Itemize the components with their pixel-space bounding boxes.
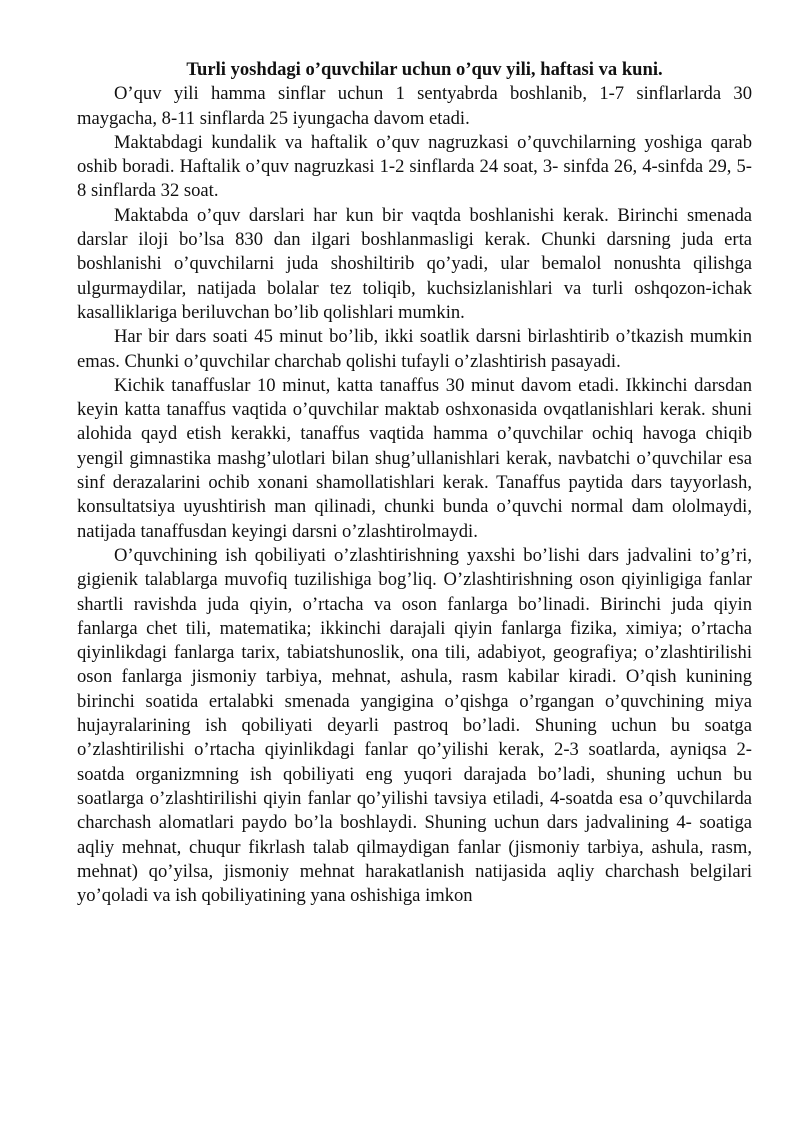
paragraph-weekly-load: Maktabdagi kundalik va haftalik o’quv nagruzkasi o’quvchilarning yoshiga qarab oshib boradi. Haftalik o’quv nagruzkasi 1-2 sinflarda 24 soat, 3- sinfda 26, 4-sinfda 29, 5-8 sinflarda 32 soat.	[77, 131, 752, 202]
paragraph-breaks: Kichik tanaffuslar 10 minut, katta tanaffus 30 minut davom etadi. Ikkinchi darsdan keyin katta tanaffus vaqtida o’quvchilar maktab oshxonasida ovqatlanishlari kerak. shuni alohida qayd etish kerakki, tanaffus vaqtida hamma o’quvchilar ochiq havoga chiqib yengil gimnastika mashg’ulotlari bilan shug’ullanishlari kerak, navbatchi o’quvchilar esa sinf derazalarini ochib xonani shamollatishlari kerak. Tanaffus paytida dars tayyorlash, konsultatsiya uyushtirish man qilinadi, chunki bunda o’quvchi normal dam ololmaydi, natijada tanaffusdan keyingi darsni o’zlashtirolmaydi.	[77, 374, 752, 542]
paragraph-schedule: O’quvchining ish qobiliyati o’zlashtirishning yaxshi bo’lishi dars jadvalini to’g’ri, gigienik talablarga muvofiq tuzilishiga bog’liq. O’zlashtirishning oson qiyinligiga fanlar shartli ravishda juda qiyin, o’rtacha va oson fanlarga bo’linadi. Birinchi juda qiyin fanlarga chet tili, matematika; ikkinchi darajali qiyin fanlarga fizika, ximiya; o’rtacha qiyinlikdagi fanlarga tarix, tabiatshunoslik, ona tili, adabiyot, geografiya; o’zlashtirilishi oson fanlarga jismoniy tarbiya, mehnat, ashula, rasm kabilar kiradi. O’qish kunining birinchi soatida ertalabki smenada yangigina o’qishga o’rgangan o’quvchining miya hujayralarining ish qobiliyati deyarli pastroq bo’ladi. Shuning uchun bu soatga o’zlashtirilishi o’rtacha qiyinlikdagi fanlar qo’yilishi kerak, 2-3 soatlarda, ayniqsa 2- soatda organizmning ish qobiliyati eng yuqori darajada bo’ladi, shuning uchun bu soatlarga o’zlashtirilishi qiyin fanlar qo’yilishi tavsiya etiladi, 4-soatda esa o’quvchilarda charchash alomatlari paydo bo’la boshlaydi. Shuning uchun dars jadvalining 4- soatiga aqliy mehnat, chuqur fikrlash talab qilmaydigan fanlar (jismoniy tarbiya, ashula, rasm, mehnat) qo’yilsa, jismoniy mehnat harakatlanish natijasida aqliy charchash belgilari yo’qoladi va ish qobiliyatining yana oshishiga imkon	[77, 544, 752, 907]
document-title: Turli yoshdagi o’quvchilar uchun o’quv yili, haftasi va kuni.	[186, 59, 663, 80]
paragraph-academic-year: O’quv yili hamma sinflar uchun 1 sentyabrda boshlanib, 1-7 sinflarlarda 30 maygacha, 8-11 sinflarda 25 iyungacha davom etadi.	[77, 83, 752, 129]
paragraph-lesson-duration: Har bir dars soati 45 minut bo’lib, ikki soatlik darsni birlashtirib o’tkazish mumkin emas. Chunki o’quvchilar charchab qolishi tufayli o’zlashtirish pasayadi.	[77, 326, 752, 372]
paragraph-lesson-start: Maktabda o’quv darslari har kun bir vaqtda boshlanishi kerak. Birinchi smenada darslar iloji bo’lsa 830 dan ilgari boshlanmasligi kerak. Chunki darsning juda erta boshlanishi o’quvchilarni juda shoshiltirib qo’yadi, ular bemalol nonushta qilishga ulgurmaydilar, natijada bolalar tez toliqib, kuchsizlanishlari va turli oshqozon-ichak kasalliklariga beriluvchan bo’lib qolishlari mumkin.	[77, 204, 752, 323]
